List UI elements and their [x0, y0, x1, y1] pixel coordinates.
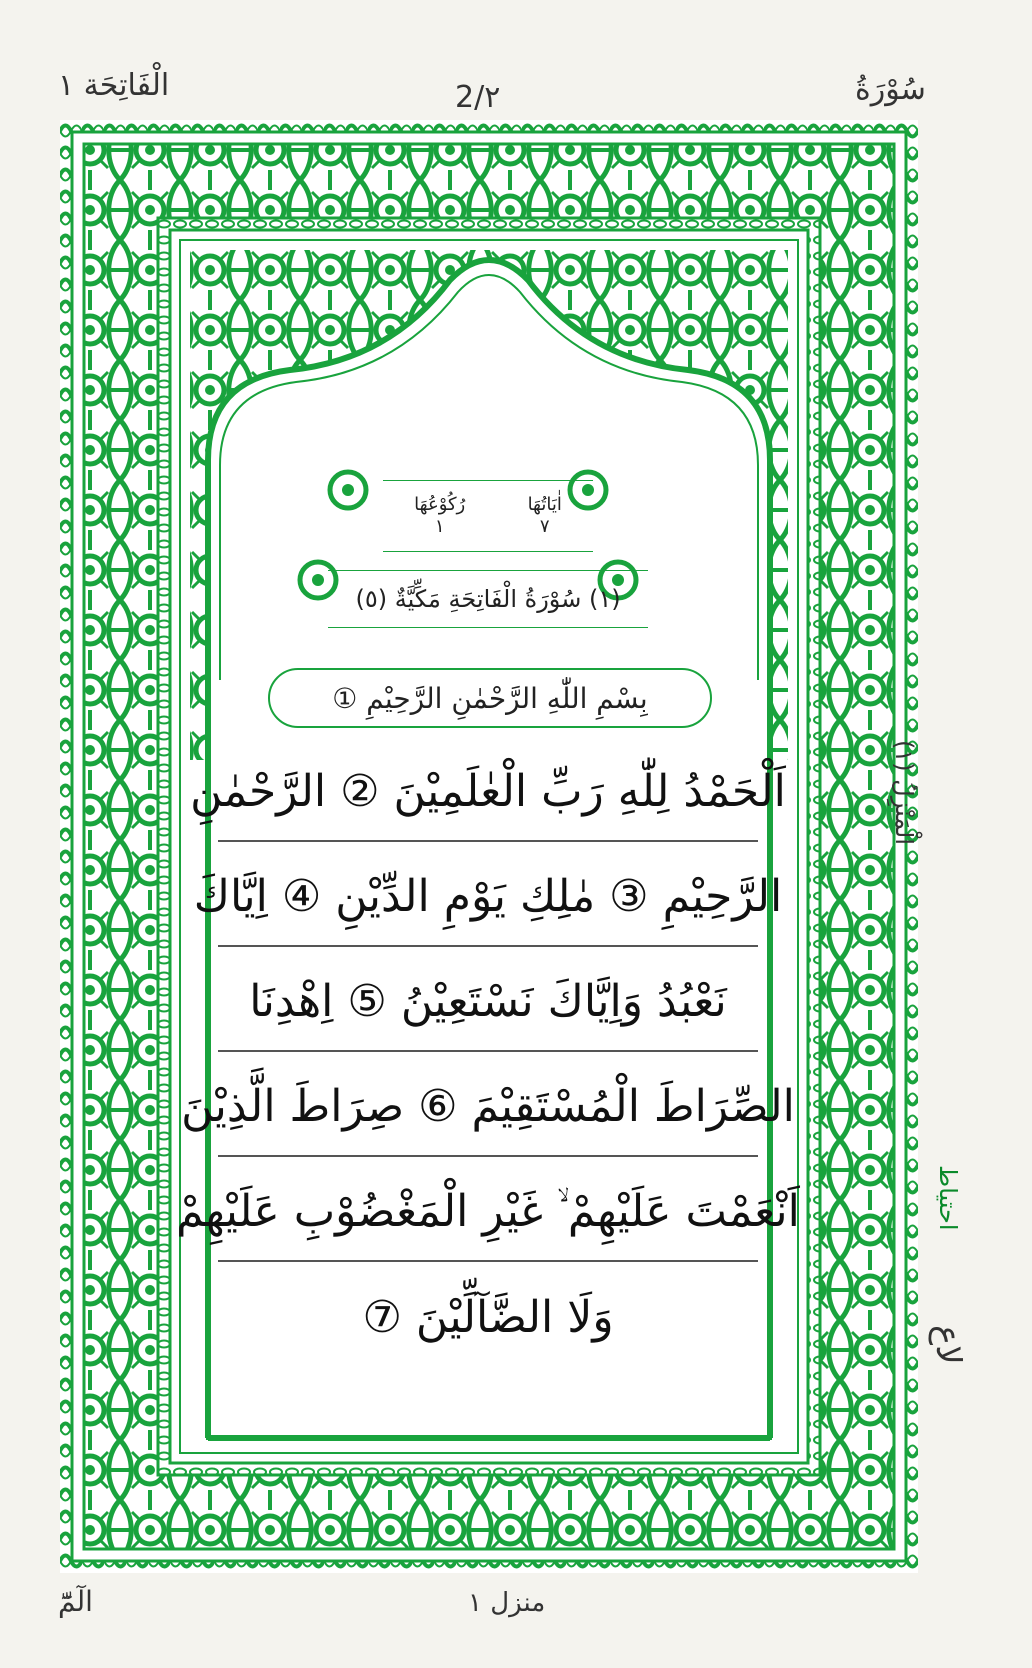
ayat-count — [528, 494, 562, 538]
ayat-label: اٰيَاتُهَا — [527, 494, 562, 515]
ruku-count — [414, 494, 465, 538]
page-number: 2/٢ — [455, 80, 501, 115]
text-line-4: الصِّرَاطَ الْمُسْتَقِيْمَ ⑥ صِرَاطَ الَّذِيْنَ — [218, 1057, 758, 1157]
surah-title: (١) سُوْرَةُ الْفَاتِحَةِ مَكِّيَّةٌ (٥) — [328, 570, 648, 628]
ruku-margin-mark: لاع — [928, 1325, 968, 1365]
manzil-margin-note: الْمَنْزِلُ (١) — [890, 740, 918, 846]
text-line-5: اَنْعَمْتَ عَلَيْهِمْ ۙ غَيْرِ الْمَغْضُوْبِ عَلَيْهِمْ — [218, 1162, 758, 1262]
ruku-label: رُكُوْعُهَا — [414, 494, 466, 515]
text-line-3: نَعْبُدُ وَاِيَّاكَ نَسْتَعِيْنُ ⑤ اِهْدِنَا — [218, 952, 758, 1052]
ihtiyat-margin-note: احتياط — [934, 1165, 962, 1231]
ayat-value: ٧ — [539, 516, 550, 537]
bismillah: بِسْمِ اللّٰهِ الرَّحْمٰنِ الرَّحِيْمِ ① — [268, 668, 712, 728]
text-line-2: الرَّحِيْمِ ③ مٰلِكِ يَوْمِ الدِّيْنِ ④ اِيَّاكَ — [218, 847, 758, 947]
ruku-value: ١ — [434, 516, 445, 537]
footer-juz-name: الٓمّٓ — [58, 1585, 93, 1618]
surah-info-box — [383, 480, 593, 552]
text-line-1: اَلْحَمْدُ لِلّٰهِ رَبِّ الْعٰلَمِيْنَ ② الرَّحْمٰنِ — [218, 742, 758, 842]
header-surah-label: سُوْرَةُ — [855, 72, 926, 107]
header-surah-name: الْفَاتِحَة ١ — [58, 68, 170, 103]
surah-text-panel — [176, 270, 800, 1410]
footer-manzil: منزل ١ — [468, 1588, 546, 1618]
text-line-6: وَلَا الضَّآلِّيْنَ ⑦ — [362, 1291, 614, 1343]
